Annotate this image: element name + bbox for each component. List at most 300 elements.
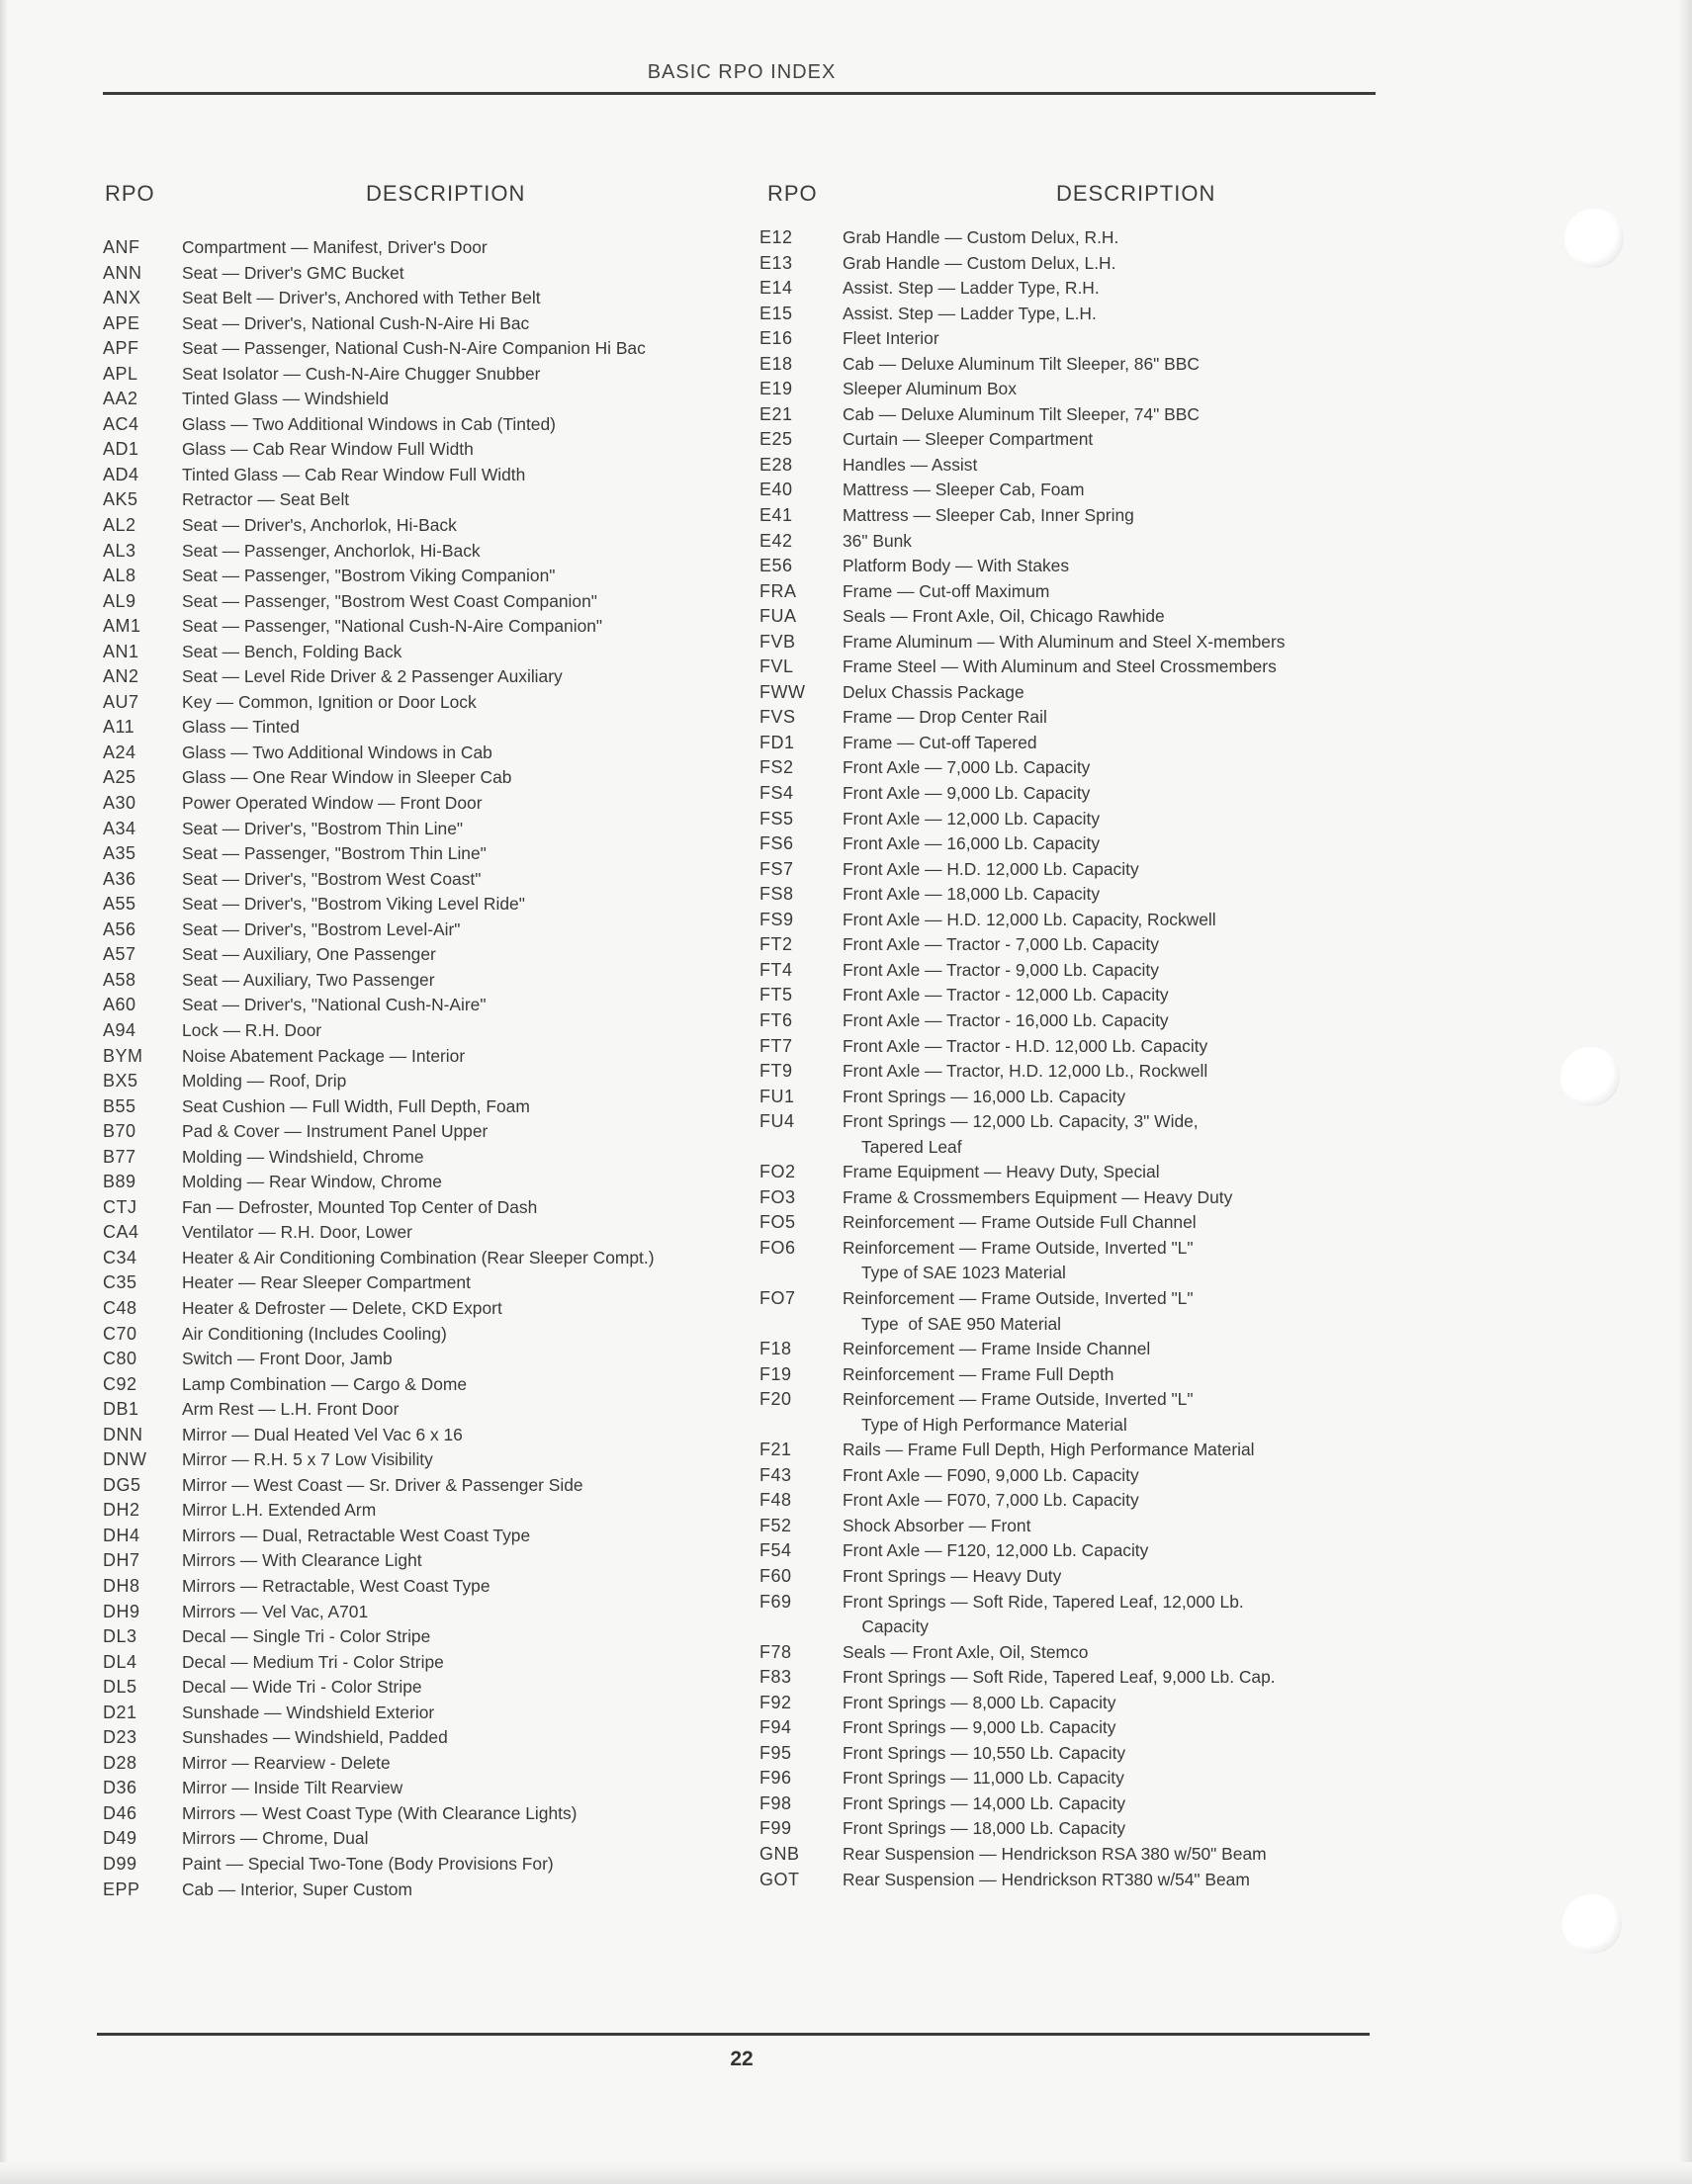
rpo-code: FS6 [759, 833, 794, 854]
rpo-entry [103, 1801, 756, 1827]
rpo-description: Air Conditioning (Includes Cooling) [182, 1323, 447, 1344]
rpo-code: APL [103, 363, 138, 384]
rpo-code: F54 [759, 1540, 792, 1561]
rpo-description: Cab — Deluxe Aluminum Tilt Sleeper, 74" BBC [843, 403, 1200, 424]
rpo-code: DH8 [103, 1575, 140, 1596]
rpo-description: 36" Bunk [843, 530, 912, 551]
rpo-description: Front Springs — Soft Ride, Tapered Leaf, 9,000 Lb. Cap. [843, 1667, 1276, 1688]
rpo-code: FVL [759, 656, 794, 677]
rpo-code: B70 [103, 1121, 136, 1142]
rpo-entry [103, 640, 756, 665]
rpo-description: Front Springs — Heavy Duty [843, 1565, 1062, 1586]
rpo-entry [759, 958, 1402, 984]
rpo-entry [103, 1423, 756, 1448]
rpo-entry [103, 1372, 756, 1398]
rpo-description: Front Springs — 8,000 Lb. Capacity [843, 1692, 1116, 1712]
rpo-description: Seals — Front Axle, Oil, Stemco [843, 1641, 1089, 1662]
rpo-code: FO6 [759, 1237, 796, 1258]
rpo-code: FU1 [759, 1086, 795, 1106]
rpo-entry [759, 604, 1402, 630]
page-right-edge [1678, 0, 1692, 2184]
rpo-code: FT6 [759, 1009, 793, 1030]
rpo-description: Front Springs — 16,000 Lb. Capacity [843, 1086, 1126, 1106]
rpo-code: AU7 [103, 691, 139, 712]
rpo-code: FD1 [759, 732, 795, 752]
rpo-description: Grab Handle — Custom Delux, L.H. [843, 252, 1116, 273]
rpo-description: Decal — Medium Tri - Color Stripe [182, 1651, 444, 1672]
rpo-entry [759, 427, 1402, 453]
rpo-description: Reinforcement — Frame Outside, Inverted "L" Type of SAE 950 Material [843, 1287, 1194, 1334]
rpo-description: Reinforcement — Frame Inside Channel [843, 1339, 1151, 1359]
rpo-code: F19 [759, 1363, 792, 1384]
rpo-description: Front Axle — Tractor - H.D. 12,000 Lb. Capacity [843, 1035, 1208, 1056]
rpo-description: Front Axle — F090, 9,000 Lb. Capacity [843, 1464, 1139, 1485]
rpo-entry [759, 781, 1402, 807]
rpo-entry [759, 755, 1402, 781]
rpo-code: FU4 [759, 1111, 795, 1132]
rpo-entry [103, 1094, 756, 1120]
rpo-description: Paint — Special Two-Tone (Body Provisions For) [182, 1854, 554, 1874]
rpo-description: Delux Chassis Package [843, 681, 1024, 702]
binder-hole-middle [1560, 1047, 1620, 1106]
rpo-description: Retractor — Seat Belt [182, 489, 350, 510]
rpo-code: AD4 [103, 464, 139, 484]
rpo-description: Front Springs — Soft Ride, Tapered Leaf, 12,000 Lb. Capacity [843, 1591, 1244, 1637]
rpo-entry [759, 579, 1402, 605]
rpo-code: BYM [103, 1045, 143, 1066]
rpo-code: F69 [759, 1591, 792, 1612]
rpo-code: FS4 [759, 783, 794, 804]
rpo-code: E41 [759, 505, 793, 526]
rpo-entry [759, 554, 1402, 579]
rpo-code: DL4 [103, 1651, 137, 1672]
rpo-code: E42 [759, 530, 793, 551]
rpo-description: Heater & Defroster — Delete, CKD Export [182, 1297, 502, 1318]
rpo-code: C48 [103, 1297, 137, 1318]
rpo-code: E14 [759, 278, 793, 299]
rpo-code: A25 [103, 767, 136, 788]
rpo-code: FVB [759, 631, 796, 652]
rpo-code: A36 [103, 868, 136, 889]
rpo-description: Handles — Assist [843, 454, 978, 475]
rpo-entry [103, 993, 756, 1018]
rpo-description: Rear Suspension — Hendrickson RSA 380 w/50" Beam [843, 1844, 1267, 1864]
rpo-description: Grab Handle — Custom Delux, R.H. [843, 227, 1119, 247]
rpo-description: Compartment — Manifest, Driver's Door [182, 237, 488, 257]
rpo-entry [759, 1438, 1402, 1463]
rpo-entry [103, 715, 756, 741]
footer-rule [97, 2033, 1370, 2036]
rpo-entry [103, 1119, 756, 1145]
rpo-code: CTJ [103, 1196, 137, 1217]
rpo-entry [759, 1665, 1402, 1691]
rpo-entry [103, 1751, 756, 1777]
rpo-description: Mirrors — Chrome, Dual [182, 1828, 369, 1849]
rpo-entry [759, 1514, 1402, 1539]
rpo-description: Ventilator — R.H. Door, Lower [182, 1222, 412, 1243]
rpo-code: D23 [103, 1727, 137, 1748]
rpo-entry [759, 352, 1402, 378]
rpo-description: Frame — Drop Center Rail [843, 707, 1047, 728]
rpo-code: FWW [759, 681, 806, 702]
rpo-entry [103, 968, 756, 994]
rpo-code: C34 [103, 1247, 137, 1267]
rpo-description: Seat Cushion — Full Width, Full Depth, Foam [182, 1095, 530, 1116]
rpo-description: Rails — Frame Full Depth, High Performance Material [843, 1440, 1255, 1460]
rpo-code: EPP [103, 1878, 140, 1899]
rpo-description: Front Axle — 18,000 Lb. Capacity [843, 884, 1101, 905]
rpo-entry [103, 1270, 756, 1296]
rpo-code: A11 [103, 717, 135, 738]
rpo-description: Glass — Two Additional Windows in Cab [182, 742, 492, 762]
rpo-entry [759, 276, 1402, 302]
rpo-code: CA4 [103, 1222, 139, 1243]
rpo-code: A35 [103, 843, 136, 864]
rpo-code: AL3 [103, 540, 136, 561]
page-number: 22 [730, 2048, 754, 2070]
rpo-entry [759, 1337, 1402, 1362]
rpo-description: Curtain — Sleeper Compartment [843, 429, 1094, 450]
rpo-code: AL2 [103, 515, 136, 536]
rpo-description: Front Axle — 16,000 Lb. Capacity [843, 833, 1101, 854]
rpo-description: Front Axle — 9,000 Lb. Capacity [843, 783, 1091, 804]
rpo-code: A57 [103, 944, 136, 965]
rpo-description: Seat — Passenger, Anchorlok, Hi-Back [182, 540, 481, 561]
rpo-entry [103, 892, 756, 917]
rpo-description: Front Axle — 12,000 Lb. Capacity [843, 808, 1101, 829]
rpo-code: FO5 [759, 1212, 796, 1233]
rpo-entry [759, 478, 1402, 503]
rpo-code: E15 [759, 303, 793, 323]
rpo-entry [759, 882, 1402, 908]
rpo-code: AM1 [103, 616, 141, 637]
rpo-description: Assist. Step — Ladder Type, R.H. [843, 278, 1100, 299]
rpo-code: A24 [103, 742, 136, 762]
rpo-entry [759, 326, 1402, 352]
rpo-entry [103, 1069, 756, 1094]
rpo-code: ANX [103, 288, 141, 308]
rpo-description: Mattress — Sleeper Cab, Foam [843, 480, 1085, 500]
rpo-description: Molding — Roof, Drip [182, 1071, 347, 1092]
rpo-description: Mirrors — With Clearance Light [182, 1550, 422, 1571]
rpo-code: FO2 [759, 1162, 796, 1182]
rpo-description: Seals — Front Axle, Oil, Chicago Rawhide [843, 606, 1165, 627]
right-description-heading: DESCRIPTION [1056, 181, 1216, 206]
rpo-description: Frame — Cut-off Tapered [843, 732, 1037, 752]
rpo-description: Seat — Driver's, "Bostrom Viking Level Ride" [182, 894, 525, 915]
rpo-description: Fleet Interior [843, 328, 939, 349]
rpo-description: Mirror L.H. Extended Arm [182, 1500, 377, 1521]
rpo-code: E28 [759, 454, 793, 475]
header-rule [103, 92, 1376, 95]
rpo-description: Mirror — Rearview - Delete [182, 1752, 391, 1773]
rpo-description: Sunshades — Windshield, Padded [182, 1727, 448, 1748]
rpo-code: F96 [759, 1768, 792, 1789]
rpo-entry [759, 1816, 1402, 1842]
rpo-description: Glass — Tinted [182, 717, 300, 738]
rpo-code: E56 [759, 556, 793, 576]
rpo-code: AN1 [103, 641, 139, 661]
rpo-code: F48 [759, 1490, 792, 1511]
rpo-code: APF [103, 338, 139, 359]
rpo-description: Sunshade — Windshield Exterior [182, 1702, 435, 1722]
rpo-description: Platform Body — With Stakes [843, 556, 1070, 576]
rpo-code: A30 [103, 793, 136, 814]
rpo-entry [103, 487, 756, 513]
rpo-entry [103, 1322, 756, 1348]
rpo-code: GNB [759, 1844, 800, 1864]
rpo-description: Mirror — West Coast — Sr. Driver & Passenger Side [182, 1474, 583, 1495]
rpo-entry [759, 1564, 1402, 1590]
rpo-code: FO7 [759, 1287, 796, 1308]
rpo-entry [103, 791, 756, 817]
rpo-entry [103, 841, 756, 867]
rpo-entry [103, 235, 756, 261]
rpo-entry [759, 705, 1402, 731]
rpo-code: FS9 [759, 909, 794, 929]
rpo-code: F98 [759, 1792, 792, 1813]
rpo-entry [103, 867, 756, 893]
page-title: BASIC RPO INDEX [647, 61, 837, 83]
rpo-entry [103, 1776, 756, 1801]
rpo-entry [759, 731, 1402, 756]
rpo-description: Front Axle — Tractor - 16,000 Lb. Capacity [843, 1009, 1169, 1030]
rpo-entry [759, 1362, 1402, 1388]
rpo-description: Seat — Passenger, "National Cush-N-Aire Companion" [182, 616, 603, 637]
rpo-entry [759, 225, 1402, 251]
rpo-description: Noise Abatement Package — Interior [182, 1045, 466, 1066]
rpo-code: DH4 [103, 1525, 140, 1545]
rpo-code: D36 [103, 1778, 137, 1798]
rpo-description: Reinforcement — Frame Outside Full Channel [843, 1212, 1197, 1233]
rpo-entry [103, 387, 756, 412]
rpo-code: D21 [103, 1702, 137, 1722]
rpo-entry [103, 286, 756, 311]
rpo-description: Front Axle — H.D. 12,000 Lb. Capacity, Rockwell [843, 909, 1216, 929]
rpo-description: Lamp Combination — Cargo & Dome [182, 1373, 468, 1394]
left-rpo-list [103, 225, 756, 1902]
rpo-entry [103, 1246, 756, 1271]
rpo-code: F83 [759, 1667, 792, 1688]
rpo-description: Shock Absorber — Front [843, 1515, 1031, 1535]
rpo-description: Decal — Single Tri - Color Stripe [182, 1626, 431, 1647]
rpo-description: Cab — Deluxe Aluminum Tilt Sleeper, 86" BBC [843, 353, 1200, 374]
rpo-code: D46 [103, 1802, 137, 1823]
rpo-description: Seat — Auxiliary, Two Passenger [182, 969, 435, 990]
rpo-code: F60 [759, 1565, 792, 1586]
rpo-description: Front Springs — 12,000 Lb. Capacity, 3" Wide, Tapered Leaf [843, 1111, 1199, 1157]
rpo-description: Mirrors — Dual, Retractable West Coast Type [182, 1525, 531, 1545]
rpo-code: A58 [103, 969, 136, 990]
rpo-code: DH9 [103, 1601, 140, 1621]
rpo-code: DH7 [103, 1550, 140, 1571]
rpo-code: FS8 [759, 884, 794, 905]
rpo-description: Lock — R.H. Door [182, 1019, 322, 1040]
rpo-code: FVS [759, 707, 796, 728]
rpo-description: Seat — Level Ride Driver & 2 Passenger Auxiliary [182, 666, 563, 687]
right-rpo-heading: RPO [767, 181, 818, 206]
rpo-description: Cab — Interior, Super Custom [182, 1878, 412, 1899]
rpo-entry [759, 251, 1402, 277]
rpo-description: Glass — One Rear Window in Sleeper Cab [182, 767, 512, 788]
rpo-entry [759, 1640, 1402, 1666]
rpo-description: Seat — Passenger, "Bostrom West Coast Companion" [182, 590, 597, 611]
rpo-code: D28 [103, 1752, 137, 1773]
rpo-entry [103, 362, 756, 388]
binder-hole-top [1564, 209, 1624, 268]
rpo-entry [103, 765, 756, 791]
rpo-code: A94 [103, 1019, 136, 1040]
left-description-heading: DESCRIPTION [366, 181, 526, 206]
rpo-description: Key — Common, Ignition or Door Lock [182, 691, 477, 712]
rpo-entry [759, 807, 1402, 832]
rpo-entry [103, 513, 756, 539]
rpo-description: Seat Isolator — Cush-N-Aire Chugger Snubber [182, 363, 541, 384]
rpo-code: FO3 [759, 1186, 796, 1207]
rpo-entry [103, 1018, 756, 1044]
rpo-entry [103, 539, 756, 565]
rpo-entry [103, 437, 756, 463]
rpo-code: C35 [103, 1272, 137, 1293]
rpo-code: AN2 [103, 666, 139, 687]
rpo-entry [103, 1878, 756, 1903]
rpo-code: F18 [759, 1339, 792, 1359]
rpo-entry [103, 664, 756, 690]
rpo-code: ANN [103, 262, 142, 283]
rpo-entry [103, 1145, 756, 1171]
rpo-description: Tinted Glass — Windshield [182, 389, 390, 409]
rpo-entry [103, 1574, 756, 1600]
rpo-description: Seat — Passenger, National Cush-N-Aire Companion Hi Bac [182, 338, 646, 359]
rpo-entry [759, 630, 1402, 655]
rpo-code: GOT [759, 1869, 800, 1889]
left-rpo-heading: RPO [105, 181, 155, 206]
rpo-code: AD1 [103, 439, 139, 460]
rpo-description: Arm Rest — L.H. Front Door [182, 1399, 400, 1420]
rpo-code: AA2 [103, 389, 138, 409]
rpo-entry [759, 1085, 1402, 1110]
rpo-entry [759, 1791, 1402, 1817]
rpo-code: AL8 [103, 566, 136, 586]
rpo-description: Heater & Air Conditioning Combination (Rear Sleeper Compt.) [182, 1247, 655, 1267]
rpo-description: Front Axle — Tractor - 9,000 Lb. Capacity [843, 959, 1159, 980]
rpo-code: F78 [759, 1641, 792, 1662]
rpo-code: FT4 [759, 959, 793, 980]
rpo-description: Decal — Wide Tri - Color Stripe [182, 1677, 422, 1698]
rpo-code: B55 [103, 1095, 136, 1116]
rpo-entry [103, 1195, 756, 1221]
page-left-edge [0, 0, 8, 2184]
rpo-entry [759, 503, 1402, 529]
rpo-description: Front Springs — 10,550 Lb. Capacity [843, 1742, 1126, 1763]
rpo-code: E16 [759, 328, 793, 349]
rpo-description: Seat — Bench, Folding Back [182, 641, 402, 661]
rpo-description: Mirrors — West Coast Type (With Clearance Lights) [182, 1802, 578, 1823]
rpo-description: Front Axle — F120, 12,000 Lb. Capacity [843, 1540, 1149, 1561]
rpo-description: Seat — Driver's, National Cush-N-Aire Hi Bac [182, 312, 530, 333]
rpo-description: Pad & Cover — Instrument Panel Upper [182, 1121, 489, 1142]
rpo-description: Switch — Front Door, Jamb [182, 1349, 393, 1369]
rpo-description: Frame — Cut-off Maximum [843, 580, 1050, 601]
rpo-description: Front Springs — 9,000 Lb. Capacity [843, 1717, 1116, 1738]
rpo-code: DH2 [103, 1500, 140, 1521]
rpo-entry [759, 1741, 1402, 1767]
rpo-entry [759, 1236, 1402, 1286]
rpo-entry [103, 1524, 756, 1549]
rpo-description: Seat — Driver's, "National Cush-N-Aire" [182, 995, 487, 1015]
rpo-entry [103, 589, 756, 615]
rpo-description: Front Springs — 14,000 Lb. Capacity [843, 1792, 1126, 1813]
rpo-entry [759, 1766, 1402, 1791]
rpo-entry [103, 1397, 756, 1423]
rpo-description: Seat — Passenger, "Bostrom Viking Companion" [182, 566, 556, 586]
rpo-description: Front Axle — Tractor - 12,000 Lb. Capacity [843, 985, 1169, 1005]
rpo-entry [759, 1538, 1402, 1564]
rpo-description: Front Axle — H.D. 12,000 Lb. Capacity [843, 858, 1139, 879]
rpo-code: A60 [103, 995, 136, 1015]
rpo-code: F94 [759, 1717, 792, 1738]
rpo-code: AK5 [103, 489, 138, 510]
rpo-entry [103, 1473, 756, 1499]
rpo-description: Tinted Glass — Cab Rear Window Full Width [182, 464, 526, 484]
rpo-description: Assist. Step — Ladder Type, L.H. [843, 303, 1097, 323]
rpo-description: Rear Suspension — Hendrickson RT380 w/54" Beam [843, 1869, 1250, 1889]
rpo-description: Molding — Windshield, Chrome [182, 1146, 424, 1167]
rpo-description: Fan — Defroster, Mounted Top Center of Dash [182, 1196, 538, 1217]
rpo-entry [759, 377, 1402, 402]
rpo-code: C80 [103, 1349, 137, 1369]
rpo-description: Power Operated Window — Front Door [182, 793, 483, 814]
rpo-entry [759, 1868, 1402, 1893]
rpo-code: A34 [103, 818, 136, 838]
rpo-code: DG5 [103, 1474, 141, 1495]
rpo-entry [103, 1220, 756, 1246]
rpo-entry [759, 1842, 1402, 1868]
rpo-code: C92 [103, 1373, 137, 1394]
rpo-code: DL5 [103, 1677, 137, 1698]
rpo-code: FS7 [759, 858, 794, 879]
rpo-entry [103, 311, 756, 337]
rpo-entry [759, 402, 1402, 428]
rpo-code: ANF [103, 237, 140, 257]
rpo-entry [103, 1600, 756, 1625]
rpo-entry [759, 655, 1402, 680]
rpo-description: Seat — Passenger, "Bostrom Thin Line" [182, 843, 487, 864]
rpo-description: Frame Equipment — Heavy Duty, Special [843, 1162, 1160, 1182]
rpo-code: F20 [759, 1389, 792, 1410]
rpo-entry [759, 1008, 1402, 1034]
rpo-entry [759, 1210, 1402, 1236]
rpo-code: DNW [103, 1449, 147, 1470]
rpo-entry [759, 1160, 1402, 1185]
rpo-entry [759, 1387, 1402, 1438]
rpo-code: F43 [759, 1464, 792, 1485]
rpo-description: Seat — Driver's, Anchorlok, Hi-Back [182, 515, 457, 536]
rpo-description: Seat — Driver's, "Bostrom West Coast" [182, 868, 482, 889]
rpo-description: Heater — Rear Sleeper Compartment [182, 1272, 471, 1293]
rpo-code: F99 [759, 1818, 792, 1839]
rpo-entry [759, 453, 1402, 479]
rpo-code: FT9 [759, 1061, 793, 1082]
rpo-entry [759, 1034, 1402, 1060]
rpo-entry [103, 1170, 756, 1195]
rpo-entry [103, 1624, 756, 1650]
rpo-description: Front Axle — F070, 7,000 Lb. Capacity [843, 1490, 1139, 1511]
rpo-description: Front Springs — 11,000 Lb. Capacity [843, 1768, 1124, 1789]
rpo-entry [103, 1826, 756, 1852]
rpo-description: Frame Steel — With Aluminum and Steel Crossmembers [843, 656, 1277, 677]
binder-hole-bottom [1562, 1894, 1622, 1954]
